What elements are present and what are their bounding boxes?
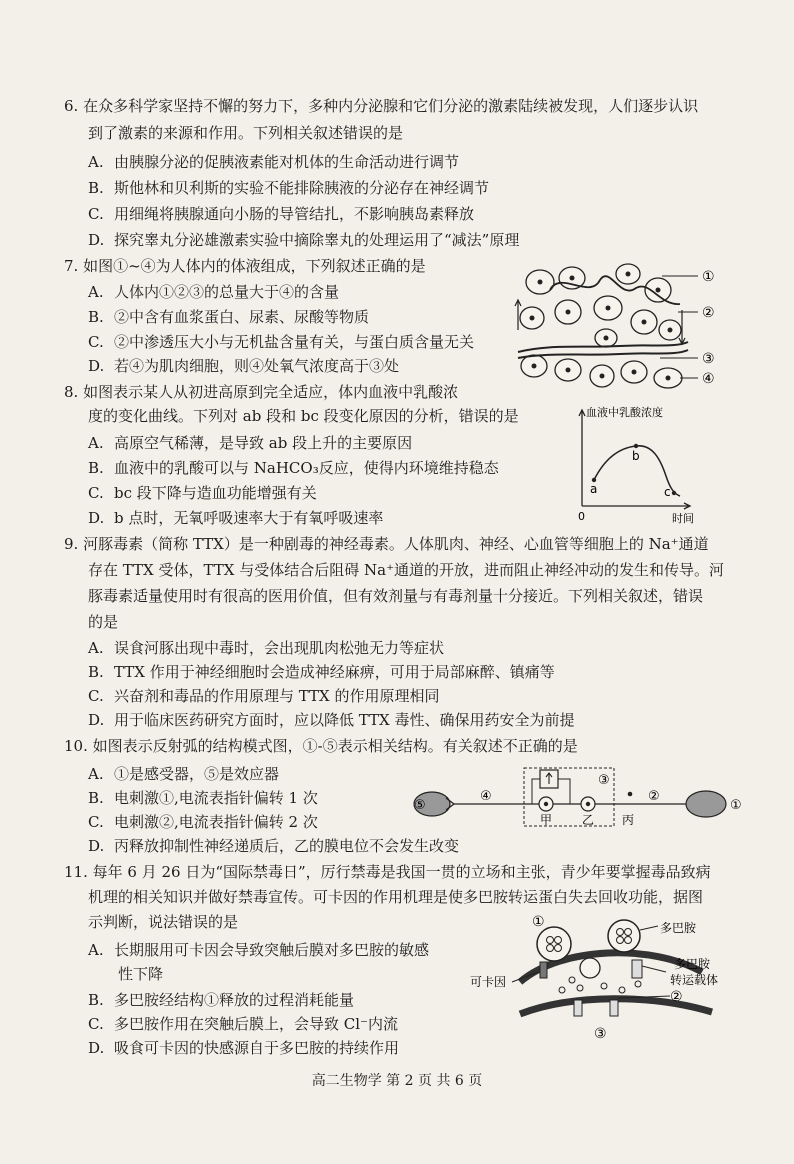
option-label: A. — [88, 434, 104, 452]
q6-option-b — [88, 178, 489, 198]
q7-option-b — [88, 307, 369, 327]
q7-stem: 7. 如图①~④为人体内的体液组成，下列叙述正确的是 — [64, 257, 426, 275]
option-label: C. — [88, 1015, 104, 1033]
option-text: 用细绳将胰腺通向小肠的导管结扎，不影响胰岛素释放 — [114, 205, 475, 223]
graph-ylabel: 血液中乳酸浓度 — [586, 406, 663, 419]
q6-option-c — [88, 204, 474, 224]
q9-stem-line3: 豚毒素适量使用时有很高的医用价值，但有效剂量与有毒剂量十分接近。下列相关叙述，错误 — [88, 587, 704, 605]
option-label: A. — [88, 941, 104, 959]
option-label: B. — [88, 179, 104, 197]
label-1: ① — [730, 798, 742, 813]
label-5: ⑤ — [414, 798, 426, 813]
q8-stem-line2: 度的变化曲线。下列对 ab 段和 bc 段变化原因的分析，错误的是 — [88, 407, 519, 425]
label-jia: 甲 — [540, 813, 553, 827]
label-2: ② — [670, 989, 683, 1005]
q7-option-a — [88, 282, 339, 302]
label-4: ④ — [480, 789, 492, 804]
q7-option-d — [88, 356, 399, 376]
option-text: b 点时，无氧呼吸速率大于有氧呼吸速率 — [114, 509, 384, 527]
option-label: A. — [88, 639, 104, 657]
label-c: c — [664, 485, 671, 499]
option-text: 由胰腺分泌的促胰液素能对机体的生命活动进行调节 — [114, 153, 460, 171]
option-label: D. — [88, 509, 105, 527]
q11-option-d — [88, 1038, 399, 1058]
label-a: a — [590, 482, 598, 496]
option-label: C. — [88, 687, 104, 705]
capillary-wall — [518, 350, 688, 358]
page-footer: 高二生物学 第 2 页 共 6 页 — [311, 1073, 483, 1089]
vesicle-3 — [580, 958, 600, 978]
q11-stem-line1: 11. 每年 6 月 26 日为“国际禁毒日”，厉行禁毒是我国一贯的立场和主张，青少年要掌握毒品致病 — [64, 863, 711, 881]
option-label: A. — [88, 765, 104, 783]
q10-option-a — [88, 764, 279, 784]
q10-stem: 10. 如图表示反射弧的结构模式图，①-⑤表示相关结构。有关叙述不正确的是 — [64, 737, 578, 755]
label-bing: 丙 — [622, 813, 635, 827]
cocaine-blocker — [540, 962, 547, 978]
option-label: D. — [88, 231, 105, 249]
option-text: 误食河豚出现中毒时，会出现肌肉松弛无力等症状 — [114, 639, 445, 657]
q8-option-b — [88, 458, 499, 478]
option-label: B. — [88, 308, 104, 326]
option-label: B. — [88, 789, 104, 807]
option-text: 多巴胺作用在突触后膜上，会导致 Cl⁻内流 — [114, 1015, 398, 1033]
q6-option-d — [88, 230, 519, 250]
option-text: 电刺激②,电流表指针偏转 2 次 — [114, 813, 318, 831]
label-1: ① — [702, 269, 715, 285]
option-label: A. — [88, 283, 104, 301]
q6-option-a — [88, 152, 459, 172]
graph-origin: 0 — [578, 510, 585, 523]
vesicle-1 — [537, 927, 571, 961]
label-4: ④ — [702, 371, 715, 387]
point-b — [634, 444, 638, 448]
option-text: 兴奋剂和毒品的作用原理与 TTX 的作用原理相同 — [114, 687, 440, 705]
option-label: D. — [88, 711, 105, 729]
q7-option-c — [88, 332, 474, 352]
q9-stem-line4: 的是 — [88, 613, 119, 631]
option-text: 用于临床医药研究方面时，应以降低 TTX 毒性、确保用药安全为前提 — [114, 711, 575, 729]
option-label: C. — [88, 333, 104, 351]
q6-stem-line1: 6. 在众多科学家坚持不懈的努力下，多种内分泌腺和它们分泌的激素陆续被发现，人们逐步认识 — [64, 97, 699, 115]
q8-option-a — [88, 433, 412, 453]
lactate-graph — [570, 402, 720, 526]
option-text: ②中渗透压大小与无机盐含量有关，与蛋白质含量无关 — [114, 333, 475, 351]
q9-option-b — [88, 662, 555, 682]
q10-option-b — [88, 788, 318, 808]
reflex-arc-figure — [410, 762, 746, 832]
receptor — [686, 791, 726, 817]
q11-option-a-cont: 性下降 — [118, 965, 164, 983]
receptor-3 — [574, 1000, 582, 1016]
option-text: TTX 作用于神经细胞时会造成神经麻痹，可用于局部麻醉、镇痛等 — [114, 663, 555, 681]
q8-option-d — [88, 508, 383, 528]
q9-stem-line2: 存在 TTX 受体，TTX 与受体结合后阻碍 Na⁺通道的开放，进而阻止神经冲动的发生和传导。河 — [88, 561, 724, 579]
option-label: B. — [88, 663, 104, 681]
point-c — [672, 491, 676, 495]
transporter-label-2: 转运载体 — [670, 973, 719, 987]
q9-option-c — [88, 686, 440, 706]
receptor-2 — [610, 1000, 618, 1016]
option-text: 长期服用可卡因会导致突触后膜对多巴胺的敏感 — [114, 941, 430, 959]
vesicle-2 — [608, 920, 640, 952]
label-3: ③ — [702, 351, 715, 367]
option-text: 丙释放抑制性神经递质后，乙的膜电位不会发生改变 — [114, 837, 460, 855]
q11-stem-line3: 示判断，说法错误的是 — [88, 913, 239, 931]
option-text: ①是感受器，⑤是效应器 — [114, 765, 280, 783]
q11-stem-line2: 机理的相关知识并做好禁毒宣传。可卡因的作用机理是使多巴胺转运蛋白失去回收功能，据图 — [88, 888, 704, 906]
option-label: B. — [88, 459, 104, 477]
option-label: B. — [88, 991, 104, 1009]
q8-stem-line1: 8. 如图表示某人从初进高原到完全适应，体内血液中乳酸浓 — [64, 383, 459, 401]
q9-stem-line1: 9. 河豚毒素（简称 TTX）是一种剧毒的神经毒素。人体肌肉、神经、心血管等细胞上的 Na⁺通道 — [64, 535, 709, 553]
option-text: 斯他林和贝利斯的实验不能排除胰液的分泌存在神经调节 — [114, 179, 490, 197]
graph-xlabel: 时间 — [672, 512, 694, 525]
option-label: A. — [88, 153, 104, 171]
q11-option-a — [88, 940, 429, 960]
q6-stem-line2: 到了激素的来源和作用。下列相关叙述错误的是 — [88, 124, 404, 142]
q10-option-c — [88, 812, 318, 832]
q9-option-a — [88, 638, 444, 658]
dopamine-label: 多巴胺 — [660, 921, 697, 935]
option-text: bc 段下降与造血功能增强有关 — [114, 484, 317, 502]
label-2: ② — [702, 305, 715, 321]
option-label: D. — [88, 837, 105, 855]
label-1: ① — [532, 914, 545, 930]
option-label: C. — [88, 484, 104, 502]
label-yi: 乙 — [582, 813, 595, 827]
option-label: C. — [88, 813, 104, 831]
option-text: 高原空气稀薄，是导致 ab 段上升的主要原因 — [114, 434, 413, 452]
option-label: D. — [88, 357, 105, 375]
q10-option-d — [88, 836, 459, 856]
cocaine-label: 可卡因 — [470, 975, 507, 989]
point-bing — [628, 792, 633, 797]
option-text: 血液中的乳酸可以与 NaHCO₃反应，使得内环境维持稳态 — [114, 459, 499, 477]
option-label: C. — [88, 205, 104, 223]
q11-option-b — [88, 990, 354, 1010]
option-text: 探究睾丸分泌雄激素实验中摘除睾丸的处理运用了“减法”原理 — [114, 231, 520, 249]
label-b: b — [632, 449, 640, 463]
option-text: 人体内①②③的总量大于④的含量 — [114, 283, 340, 301]
option-label: D. — [88, 1039, 105, 1057]
option-text: 若④为肌肉细胞，则④处氧气浓度高于③处 — [114, 357, 400, 375]
q8-option-c — [88, 483, 317, 503]
q11-option-c — [88, 1014, 398, 1034]
option-text: 多巴胺经结构①释放的过程消耗能量 — [114, 991, 355, 1009]
label-3: ③ — [598, 773, 610, 788]
dopamine-transporter — [632, 960, 642, 978]
synapse-cocaine-figure — [462, 910, 752, 1040]
body-fluid-figure — [510, 260, 730, 392]
option-text: 吸食可卡因的快感源自于多巴胺的持续作用 — [114, 1039, 400, 1057]
q9-option-d — [88, 710, 575, 730]
label-3: ③ — [594, 1026, 607, 1040]
option-text: 电刺激①,电流表指针偏转 1 次 — [114, 789, 318, 807]
label-2: ② — [648, 789, 660, 804]
transporter-label-1: 多巴胺 — [674, 957, 711, 971]
option-text: ②中含有血浆蛋白、尿素、尿酸等物质 — [114, 308, 370, 326]
